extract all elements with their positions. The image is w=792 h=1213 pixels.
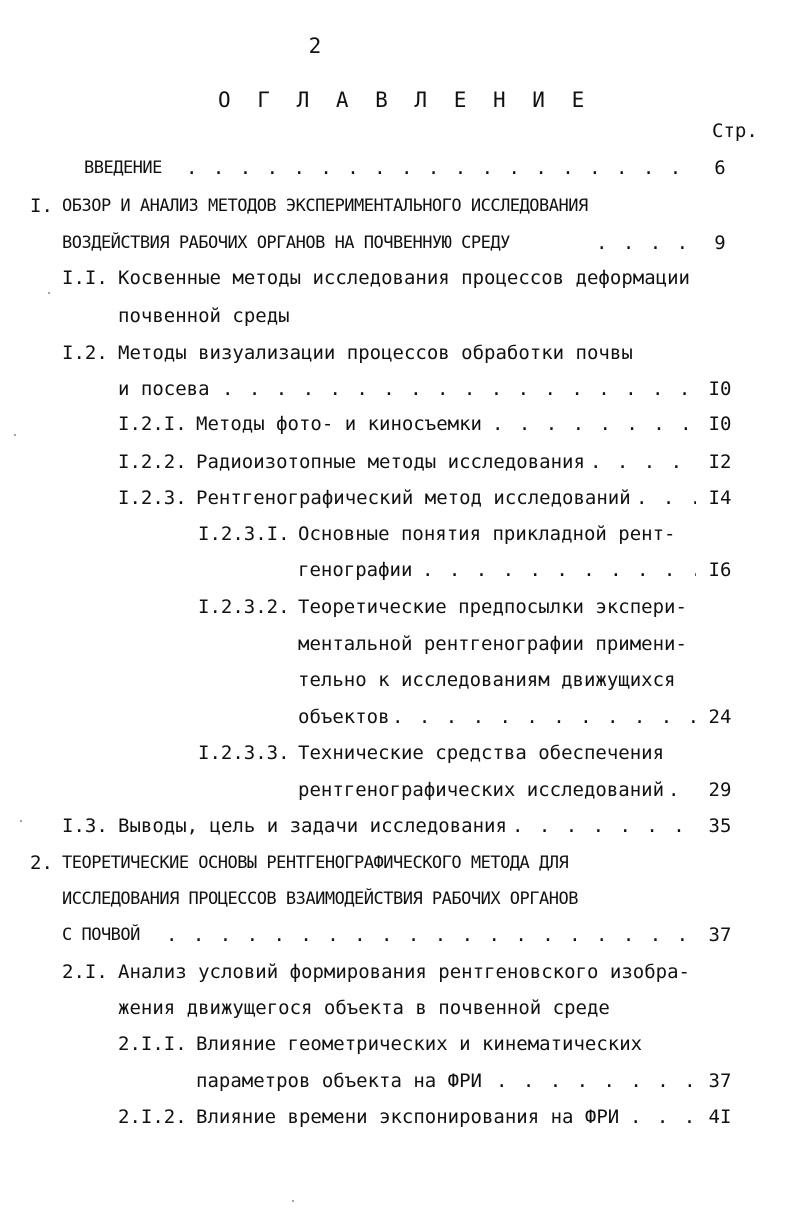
toc-entry-number: 2.I.2. [118,1106,187,1128]
toc-page-number: I0 [708,413,732,435]
dot-leader [590,450,696,474]
dot-leader [668,778,696,802]
toc-entry-title: ВВЕДЕНИЕ [84,158,162,178]
toc-entry-title-line: ОБЗОР И АНАЛИЗ МЕТОДОВ ЭКСПЕРИМЕНТАЛЬНОГО ИССЛЕДОВАНИЯ [62,196,588,216]
dot-leader [166,923,696,947]
toc-entry-title-line: параметров объекта на ФРИ [196,1070,482,1092]
toc-page-number: 29 [708,779,732,801]
scan-speck [48,292,50,294]
toc-page-number: 4I [708,1106,732,1128]
toc-page-number: 35 [708,815,732,837]
toc-entry-title-line: почвенной среды [118,305,290,327]
toc-page-number: 24 [708,706,732,728]
scan-speck [292,1200,294,1202]
toc-entry-number: I. [30,195,53,217]
toc-entry-number: I.2.3. [118,487,187,509]
toc-entry-title-line: объектов [298,706,390,728]
toc-entry-title-line: Основные понятия прикладной рент- [298,523,676,545]
toc-entry-title-line: Рентгенографический метод исследований [196,487,631,509]
toc-entry-title-line: ВОЗДЕЙСТВИЯ РАБОЧИХ ОРГАНОВ НА ПОЧВЕННУЮ СРЕДУ [62,233,510,253]
toc-entry-number: I.2.I. [118,413,187,435]
toc-page-number: I6 [708,559,732,581]
toc-entry-title-line: ТЕОРЕТИЧЕСКИЕ ОСНОВЫ РЕНТГЕНОГРАФИЧЕСКОГО МЕТОДА ДЛЯ [62,853,569,873]
toc-page-number: 37 [708,924,732,946]
dot-leader [422,558,696,582]
toc-entry-title-line: Теоретические предпосылки экспери- [298,596,687,618]
scan-speck [20,820,22,822]
page-title: О Г Л А В Л Е Н И Е [218,88,592,112]
dot-leader [512,814,696,838]
toc-entry-title-line: ИССЛЕДОВАНИЯ ПРОЦЕССОВ ВЗАИМОДЕЙСТВИЯ РАБОЧИХ ОРГАНОВ [62,889,578,909]
toc-entry-title-line: С ПОЧВОЙ [62,925,140,945]
toc-entry-number: I.2.3.2. [198,596,290,618]
toc-entry-title-line: Влияние геометрических и кинематических [196,1033,643,1055]
toc-entry-title-line: Анализ условий формирования рентгеновского изобра- [118,961,690,983]
toc-page-number: 9 [714,232,726,254]
toc-entry-title-line: жения движущегося объекта в почвенной среде [118,997,610,1019]
dot-leader [392,705,696,729]
toc-entry-title-line: тельно к исследованиям движущихся [298,669,676,691]
toc-entry-title-line: Косвенные методы исследования процессов деформации [118,267,690,289]
toc-page-number: I4 [708,487,732,509]
page-column-header: Стр. [712,120,758,142]
dot-leader [186,156,696,180]
toc-page-number: I0 [708,378,732,400]
toc-entry-number: I.I. [62,267,108,289]
dot-leader [596,231,696,255]
page-number: 2 [308,34,322,58]
toc-entry-title-line: Радиоизотопные методы исследования [196,451,585,473]
toc-page-number: 37 [708,1070,732,1092]
dot-leader [492,412,696,436]
toc-entry-number: I.3. [62,815,108,837]
toc-entry-number: 2.I. [62,961,108,983]
toc-entry-title-line: Выводы, цель и задачи исследования [118,815,507,837]
toc-entry-number: 2.I.I. [118,1033,187,1055]
toc-page-number: I2 [708,451,732,473]
toc-page-number: 6 [714,157,726,179]
scan-speck [14,434,16,436]
dot-leader [636,486,696,510]
toc-entry-title-line: Влияние времени экспонирования на ФРИ [196,1106,620,1128]
dot-leader [630,1105,696,1129]
toc-entry-title-line: и посева [118,378,210,400]
toc-entry-title-line: Методы визуализации процессов обработки почвы [118,342,633,364]
toc-entry-title-line: Технические средства обеспечения [298,742,665,764]
toc-entry-title-line: Методы фото- и киносъемки [196,413,482,435]
toc-entry-number: I.2.2. [118,451,187,473]
dot-leader [496,1069,696,1093]
dot-leader [222,377,696,401]
toc-entry-title-line: генографии [298,559,413,581]
toc-entry-title-line: ментальной рентгенографии примени- [298,633,687,655]
toc-entry-number: I.2.3.I. [198,523,290,545]
toc-entry-title-line: рентгенографических исследований [298,779,665,801]
toc-entry-number: I.2. [62,342,108,364]
toc-entry-number: I.2.3.3. [198,742,290,764]
toc-entry-number: 2. [30,852,53,874]
